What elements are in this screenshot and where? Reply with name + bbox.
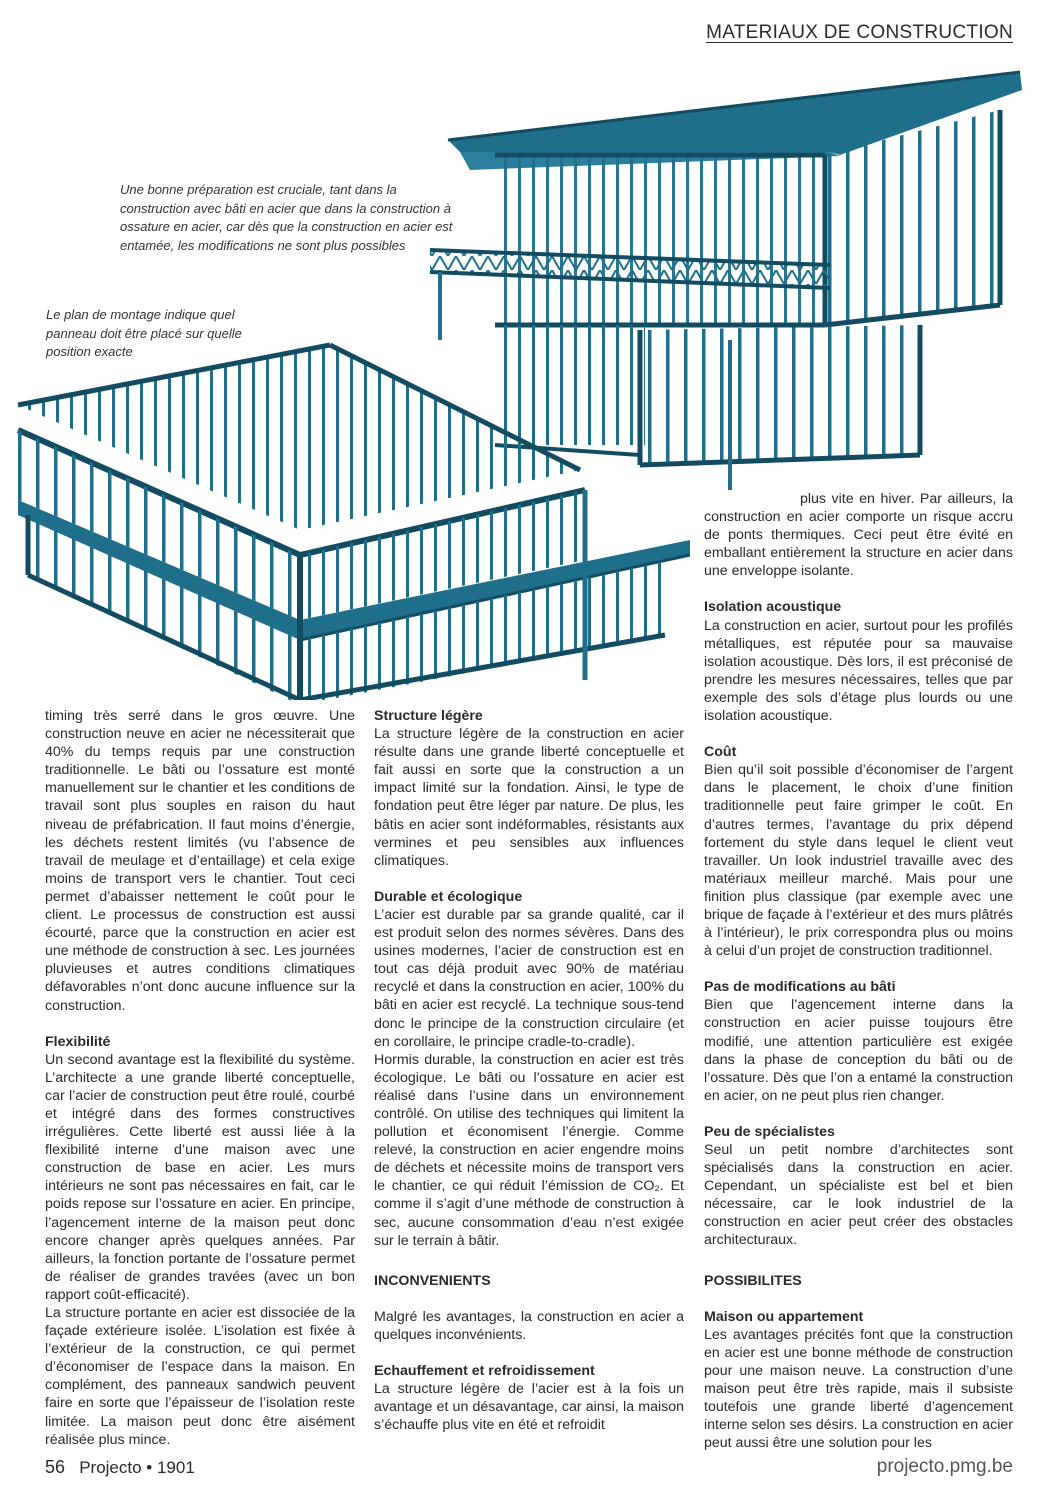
page-number: 56 [45, 1457, 66, 1477]
paragraph: Un second avantage est la flexibilité du système. L’architecte a une grande liberté conceptuelle, car l’acier de construction peut être roulé, courbé et intégré dans des formes constructives irrégulières. Cette liberté est aussi liée à la flexibilité interne d’une maison avec une construction de base en acier. Les murs intérieurs ne sont pas nécessaires en fait, car le poids repose sur l’ossature en acier. En principe, l’agencement interne de la maison peut donc encore changer après quelques années. Par ailleurs, la fonction portante de l’ossature permet de réaliser de grandes travées (avec un bon rapport coût-efficacité). [45, 1051, 355, 1303]
heading-possibilites: POSSIBILITES [704, 1272, 802, 1289]
paragraph: La structure légère de l’acier est à la fois un avantage et un désavantage, car ainsi, la maison s’échauffe plus vite en été et refroidit [374, 1381, 684, 1434]
section-title: MATERIAUX DE CONSTRUCTION [706, 22, 1013, 43]
heading-flexibilite: Flexibilité [45, 1033, 111, 1050]
heading-echauffement: Echauffement et refroidissement [374, 1363, 595, 1379]
caption-left: Le plan de montage indique quel panneau doit être placé sur quelle position exacte [46, 307, 242, 359]
paragraph: Les avantages précités font que la construction en acier est une bonne méthode de construction pour une maison neuve. La construction d’une maison peut être très rapide, mais il subsiste toutefois une grande liberté d’agencement interne selon ses désirs. La construction en acier peut aussi être une solution pour les [704, 1326, 1013, 1452]
website-link[interactable]: projecto.pmg.be [876, 1456, 1013, 1477]
column-1 [45, 707, 355, 1449]
heading-inconvenients: INCONVENIENTS [374, 1272, 491, 1289]
caption-top: Une bonne préparation est cruciale, tant dans la construction avec bâti en acier que dans la construction à ossature en acier, car dès que la construction en acier est entamée, les modifications ne sont plus possibles [120, 182, 453, 253]
paragraph: La structure portante en acier est dissociée de la façade extérieure isolée. L’isolation est fixée à l’extérieur de la construction, ce qui permet d’économiser de l’espace dans la maison. En complément, des panneaux sandwich peuvent faire en sorte que l’épaisseur de l’isolation reste limitée. La maison peut donc être aisément réalisée plus mince. [45, 1305, 355, 1448]
paragraph: timing très serré dans le gros œuvre. Une construction neuve en acier ne nécessiterait que 40% du temps requis par une construction traditionnelle. Le bâti ou l’ossature est monté manuellement sur le chantier et les conditions de travail sont plus souples en raison du haut niveau de préfabrication. Il faut moins d’énergie, les déchets restent limités (vu l’absence de travail de meulage et d’entaillage) et cela exige moins de transport vers le chantier. Tout ceci permet d’abaisser nettement le coût pour le client. Le processus de construction est aussi écourté, parce que la construction en acier est une méthode de construction à sec. Les journées pluvieuses et autres conditions climatiques défavorables n’ont donc aucune influence sur la construction. [45, 708, 355, 1014]
footer-left [45, 1457, 195, 1478]
paragraph: Hormis durable, la construction en acier est très écologique. Le bâti ou l’ossature en acier est réalisé dans l’usine dans un environnement contrôlé. On utilise des techniques qui limitent la pollution et économisent l’énergie. Comme relevé, la construction en acier engendre moins de déchets et nécessite moins de transport vers le chantier, ce qui réduit l’émission de CO₂. Et comme il s’agit d’une méthode de construction à sec, aucune consommation d’eau n’est exigée sur le terrain à bâtir. [374, 1051, 684, 1249]
paragraph: La structure légère de la construction en acier résulte dans une grande liberté conceptuelle et fait aussi en sorte que la construction a un impact limité sur la fondation. Ainsi, le type de fondation peut être léger par nature. De plus, les bâtis en acier sont indéformables, résistants aux vermines et peu sensibles aux influences climatiques. [374, 726, 684, 869]
heading-isolation-acoustique: Isolation acoustique [704, 599, 842, 616]
column-3 [704, 490, 1013, 1452]
heading-structure-legere: Structure légère [374, 708, 483, 724]
heading-peu-de-specialistes: Peu de spécialistes [704, 1123, 835, 1140]
paragraph: La construction en acier, surtout pour les profilés métalliques, est réputée pour sa mauvaise isolation acoustique. Dès lors, il est préconisé de prendre les mesures nécessaires, telles que par exemple des sols d’étage plus lourds ou une isolation acoustique. [704, 617, 1013, 725]
paragraph: Bien qu’il soit possible d’économiser de l’argent dans le placement, le choix d’une finition traditionnelle peut faire grimper le coût. En d’autres termes, l’avantage du prix dépend fortement du style dans lequel le client veut travailler. Un look industriel travaille avec des matériaux meilleur marché. Mais pour une finition plus classique (par exemple avec une brique de façade à l’extérieur et des murs plâtrés à l’intérieur), le prix correspondra plus ou moins à celui d’un projet de construction traditionnel. [704, 762, 1013, 960]
paragraph: Seul un petit nombre d’architectes sont spécialisés dans la construction en acier. Cependant, un spécialiste est bel et bien nécessaire, car le look industriel de la construction en acier peut créer des obstacles architecturaux. [704, 1142, 1013, 1249]
heading-maison-appartement: Maison ou appartement [704, 1308, 864, 1325]
magazine-issue: Projecto • 1901 [79, 1458, 195, 1477]
heading-durable: Durable et écologique [374, 888, 523, 905]
house-frame-right [430, 72, 1022, 490]
heading-pas-de-modifications: Pas de modifications au bâti [704, 979, 896, 996]
paragraph: L’acier est durable par sa grande qualité, car il est produit selon des normes sévères. Dans des usines modernes, l’acier de construction est en tout cas déjà produit avec 90% de matériau recyclé et dans la construction en acier, 100% du bâti en acier est recyclé. La technique sous-tend donc le principe de la construction circulaire (et en corollaire, le principe cradle-to-cradle). [374, 906, 684, 1050]
paragraph: Malgré les avantages, la construction en acier a quelques inconvénients. [374, 1308, 684, 1343]
paragraph: plus vite en hiver. Par ailleurs, la construction en acier comporte un risque accru de ponts thermiques. Ceci peut être évité en emballant entièrement la structure en acier dans une enveloppe isolante. [704, 491, 1013, 580]
paragraph: Bien que l’agencement interne dans la construction en acier puisse toujours être modifié, une attention particulière est exigée dans la phase de conception du bâti ou de l’ossature. Dès que l’on a entamé la construction en acier, on ne peut plus rien changer. [704, 997, 1013, 1104]
column-2 [374, 707, 684, 1434]
heading-cout: Coût [704, 744, 737, 761]
